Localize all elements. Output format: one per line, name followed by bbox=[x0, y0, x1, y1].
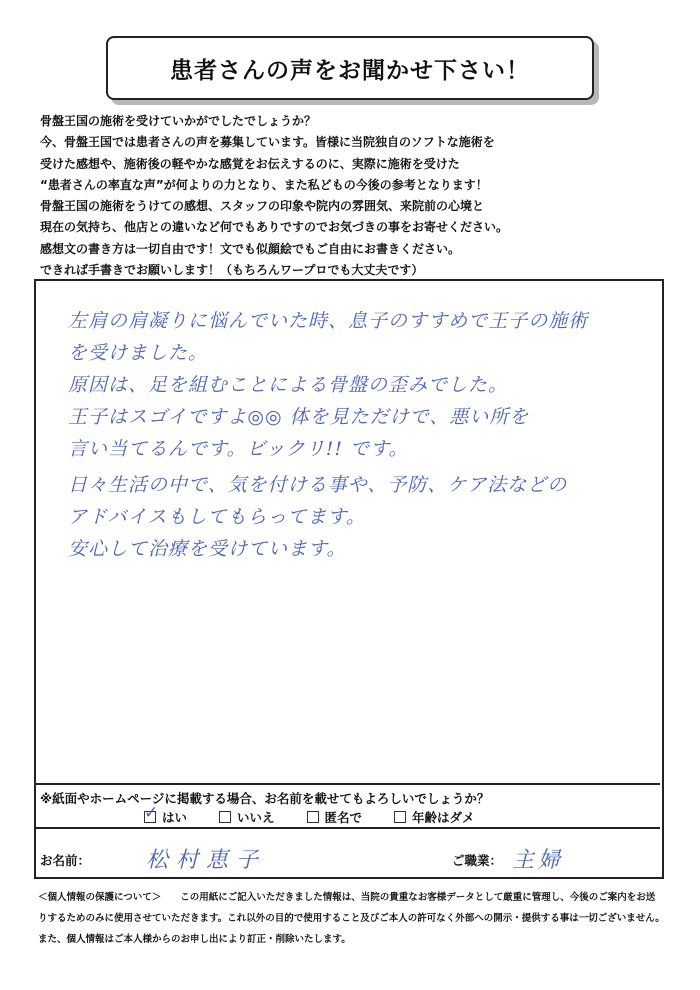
comment-line: アドバイスもしてもらってます。 bbox=[68, 506, 366, 528]
checkbox-no-age[interactable] bbox=[394, 811, 406, 823]
consent-options bbox=[144, 803, 475, 826]
intro-line: 骨盤王国の施術を受けていかがでしたでしょうか？ bbox=[40, 114, 317, 128]
intro-line: できれば手書きでお願いします！（もちろんワープロでも大丈夫です） bbox=[40, 263, 424, 278]
intro-line: 今、骨盤王国では患者さんの声を募集しています。皆様に当院独自のソフトな施術を bbox=[40, 135, 495, 150]
name-label: お名前： bbox=[40, 853, 91, 868]
intro-line: 現在の気持ち、他店との違いなど何でもありですのでお気づきの事をお寄せください。 bbox=[40, 220, 509, 235]
privacy-line: りするためのみに使用させていただきます。これ以外の目的で使用すること及びご本人の許可なく外部への開示・提供する事は一切ございません。 bbox=[38, 913, 665, 924]
title-box bbox=[106, 36, 594, 100]
intro-text bbox=[40, 111, 680, 281]
option-label: 匿名で bbox=[324, 810, 363, 825]
checkbox-anonymous[interactable] bbox=[307, 811, 319, 823]
name-occupation-row bbox=[34, 833, 660, 877]
comment-line: 安心して治療を受けています。 bbox=[68, 538, 347, 560]
page-title: 患者さんの声をお聞かせ下さい！ bbox=[170, 57, 530, 84]
handwritten-comment bbox=[68, 305, 668, 565]
comment-line: 言い当てるんです。ビックリ!! です。 bbox=[68, 438, 409, 460]
option-no-age[interactable] bbox=[394, 808, 475, 826]
option-yes[interactable] bbox=[144, 803, 188, 826]
occupation-label: ご職業： bbox=[452, 853, 503, 868]
comment-line: 王子はスゴイですよ◎◎ 体を見ただけで、悪い所を bbox=[68, 406, 530, 428]
occupation-field[interactable]: 主婦 bbox=[512, 848, 565, 873]
intro-line: 骨盤王国の施術をうけての感想、スタッフの印象や院内の雰囲気、来院前の心境と bbox=[40, 199, 485, 214]
option-label: いいえ bbox=[237, 810, 275, 825]
option-no[interactable] bbox=[219, 808, 275, 826]
privacy-line: また、個人情報はご本人様からのお申し出により訂正・削除いたします。 bbox=[38, 934, 351, 945]
intro-line: 感想文の書き方は一切自由です！文でも似顔絵でもご自由にお書きください。 bbox=[40, 241, 461, 256]
comment-line: を受けました。 bbox=[68, 342, 209, 364]
comment-line: 左肩の肩凝りに悩んでいた時、息子のすすめで王子の施術 bbox=[68, 310, 589, 332]
privacy-notice bbox=[38, 887, 668, 950]
option-label: はい bbox=[162, 810, 188, 825]
privacy-line: ＜個人情報の保護について＞ この用紙にご記入いただきました情報は、当院の貴重なお客様データとして厳重に管理し、今後のご案内をお送 bbox=[38, 892, 656, 903]
consent-question: ※紙面やホームページに掲載する場合、お名前を載せてもよろしいでしょうか？ bbox=[40, 791, 490, 806]
comment-line: 原因は、足を組むことによる骨盤の歪みでした。 bbox=[68, 374, 509, 396]
check-icon: ✓ bbox=[144, 803, 159, 823]
option-label: 年齢はダメ bbox=[412, 810, 475, 825]
comment-line: 日々生活の中で、気を付ける事や、予防、ケア法などの bbox=[68, 474, 568, 496]
intro-line: 受けた感想や、施術後の軽やかな感覚をお伝えするのに、実際に施術を受けた bbox=[40, 156, 460, 171]
intro-line: “患者さんの率直な声”が何よりの力となり、また私どもの今後の参考となります！ bbox=[40, 177, 488, 192]
checkbox-yes[interactable] bbox=[144, 803, 159, 823]
option-anonymous[interactable] bbox=[307, 808, 363, 826]
checkbox-no[interactable] bbox=[219, 811, 231, 823]
consent-section bbox=[34, 783, 660, 829]
name-field[interactable]: 松村恵子 bbox=[146, 848, 267, 873]
